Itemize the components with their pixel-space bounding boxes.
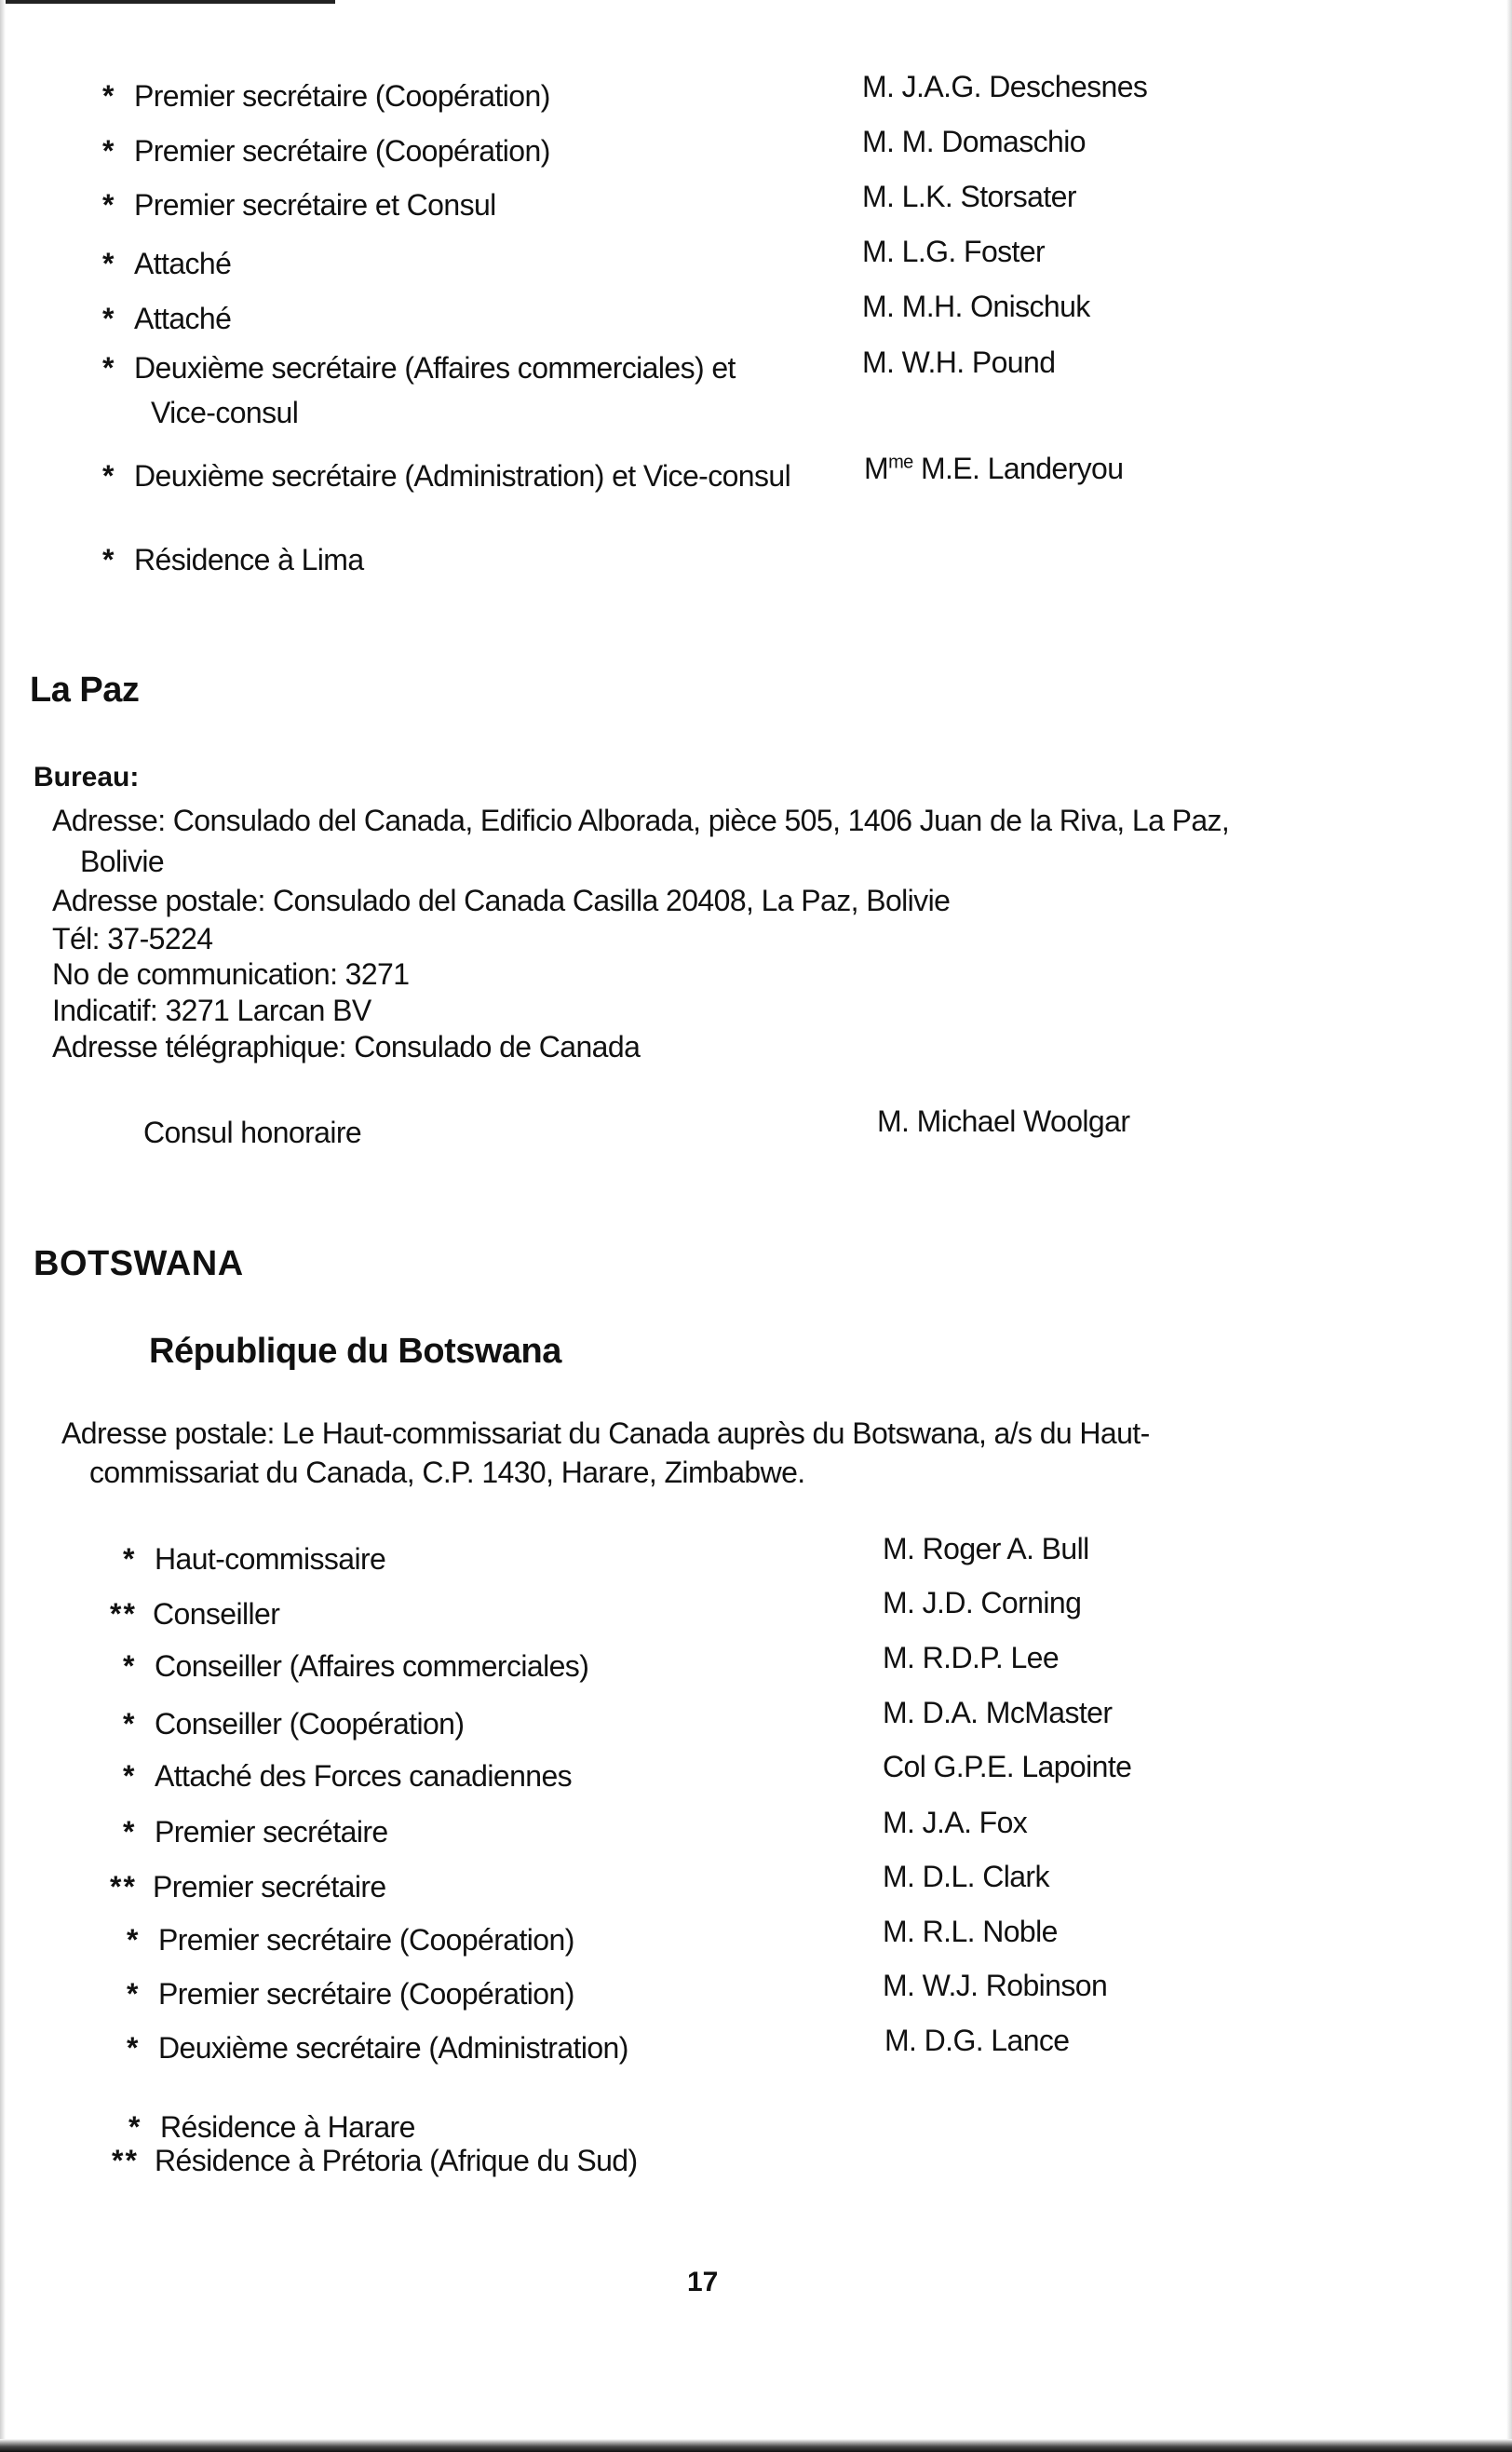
bullet: *: [123, 1815, 134, 1849]
la-paz-address-line1: Adresse: Consulado del Canada, Edificio Alborada, pièce 505, 1406 Juan de la Riva, La Paz,: [52, 804, 1230, 837]
peru-staff-title-5: * Attaché: [102, 302, 232, 335]
bullet: *: [102, 134, 114, 168]
la-paz-comm-number: No de communication: 3271: [52, 957, 410, 991]
double-bullet: **: [110, 1870, 137, 1903]
la-paz-consul-name: M. Michael Woolgar: [877, 1104, 1130, 1138]
peru-staff-name-2: M. M. Domaschio: [862, 125, 1086, 158]
la-paz-telegraph-address: Adresse télégraphique: Consulado de Canada: [52, 1030, 641, 1063]
botswana-staff-name-7: M. D.L. Clark: [883, 1860, 1049, 1893]
bullet: *: [128, 2110, 140, 2144]
bullet: *: [123, 1707, 134, 1741]
botswana-staff-name-3: M. R.D.P. Lee: [883, 1641, 1060, 1674]
la-paz-consul-title: Consul honoraire: [143, 1116, 362, 1149]
botswana-staff-title-4: * Conseiller (Coopération): [123, 1707, 465, 1741]
bullet: *: [123, 1649, 134, 1683]
double-bullet: **: [112, 2144, 139, 2177]
botswana-postal-line1: Adresse postale: Le Haut-commissariat du Canada auprès du Botswana, a/s du Haut-: [61, 1416, 1150, 1450]
botswana-staff-title-6: * Premier secrétaire: [123, 1815, 388, 1849]
bullet: *: [102, 188, 114, 222]
botswana-staff-title-2: ** Conseiller: [110, 1597, 280, 1631]
la-paz-address-line2: Bolivie: [80, 845, 165, 878]
peru-staff-title-6-line2: Vice-consul: [151, 396, 299, 429]
peru-staff-title-4: * Attaché: [102, 247, 232, 280]
la-paz-indicatif: Indicatif: 3271 Larcan BV: [52, 994, 371, 1027]
bullet: *: [127, 2031, 138, 2065]
bullet: *: [102, 459, 114, 493]
page-number: 17: [687, 2267, 719, 2297]
double-bullet: **: [110, 1597, 137, 1631]
botswana-staff-title-1: * Haut-commissaire: [123, 1542, 386, 1576]
peru-staff-title-7: * Deuxième secrétaire (Administration) et Vice-consul: [102, 459, 791, 493]
botswana-staff-name-10: M. D.G. Lance: [884, 2024, 1070, 2057]
bullet: *: [102, 247, 114, 280]
peru-staff-name-1: M. J.A.G. Deschesnes: [862, 70, 1148, 103]
botswana-staff-title-10: * Deuxième secrétaire (Administration): [127, 2031, 628, 2065]
peru-staff-name-7: $M^{me}$ M.E. Landeryou: [864, 452, 1124, 485]
botswana-staff-title-3: * Conseiller (Affaires commerciales): [123, 1649, 589, 1683]
botswana-postal-line2: commissariat du Canada, C.P. 1430, Harare, Zimbabwe.: [89, 1456, 805, 1489]
botswana-note-harare: * Résidence à Harare: [128, 2110, 415, 2144]
bullet: *: [123, 1759, 134, 1793]
botswana-staff-name-9: M. W.J. Robinson: [883, 1969, 1108, 2002]
la-paz-postal-address: Adresse postale: Consulado del Canada Casilla 20408, La Paz, Bolivie: [52, 884, 951, 917]
botswana-staff-title-8: * Premier secrétaire (Coopération): [127, 1923, 574, 1957]
botswana-staff-name-5: Col G.P.E. Lapointe: [883, 1750, 1132, 1783]
peru-staff-title-6: * Deuxième secrétaire (Affaires commerciales) et: [102, 351, 736, 385]
bureau-label: Bureau:: [34, 762, 140, 792]
botswana-staff-title-5: * Attaché des Forces canadiennes: [123, 1759, 573, 1793]
bullet: *: [123, 1542, 134, 1576]
botswana-heading: BOTSWANA: [34, 1244, 244, 1283]
scan-right-edge: [1506, 0, 1512, 2452]
botswana-republic-heading: République du Botswana: [149, 1332, 561, 1371]
peru-staff-name-3: M. L.K. Storsater: [862, 180, 1076, 213]
scan-top-edge: [0, 0, 335, 4]
botswana-note-pretoria: ** Résidence à Prétoria (Afrique du Sud): [112, 2144, 638, 2177]
botswana-staff-name-6: M. J.A. Fox: [883, 1806, 1028, 1839]
peru-staff-name-6: M. W.H. Pound: [862, 345, 1056, 379]
botswana-staff-name-8: M. R.L. Noble: [883, 1915, 1058, 1948]
peru-staff-title-2: * Premier secrétaire (Coopération): [102, 134, 550, 168]
bullet: *: [102, 302, 114, 335]
bullet: *: [127, 1923, 138, 1957]
bullet: *: [102, 543, 114, 576]
la-paz-telephone: Tél: 37-5224: [52, 922, 213, 955]
peru-staff-title-3: * Premier secrétaire et Consul: [102, 188, 496, 222]
botswana-staff-title-7: ** Premier secrétaire: [110, 1870, 386, 1903]
peru-staff-name-5: M. M.H. Onischuk: [862, 290, 1090, 323]
botswana-staff-name-1: M. Roger A. Bull: [883, 1532, 1089, 1565]
botswana-staff-title-9: * Premier secrétaire (Coopération): [127, 1977, 574, 2011]
bullet: *: [102, 351, 114, 385]
scan-bottom-edge: [0, 2439, 1512, 2452]
la-paz-heading: La Paz: [30, 671, 140, 710]
scan-left-edge: [0, 0, 6, 2452]
botswana-staff-name-2: M. J.D. Corning: [883, 1586, 1082, 1619]
bullet: *: [127, 1977, 138, 2011]
peru-staff-name-4: M. L.G. Foster: [862, 235, 1046, 268]
peru-residence-note: * Résidence à Lima: [102, 543, 364, 576]
peru-staff-title-1: * Premier secrétaire (Coopération): [102, 79, 550, 113]
bullet: *: [102, 79, 114, 113]
botswana-staff-name-4: M. D.A. McMaster: [883, 1696, 1113, 1729]
